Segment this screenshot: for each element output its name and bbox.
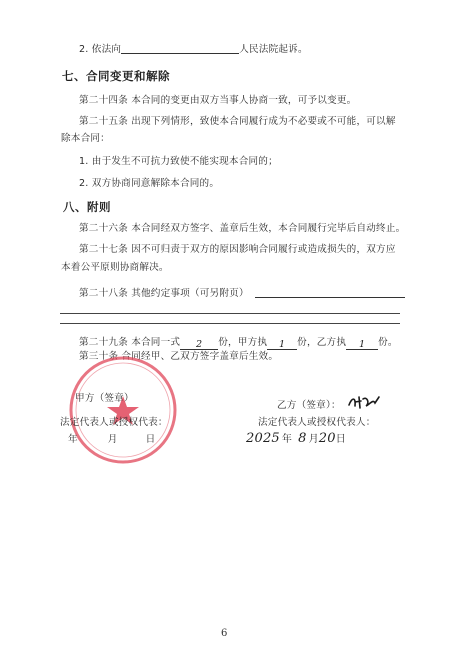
party-a-representative: 法定代表人或授权代表： [60, 417, 168, 428]
article-29-part1: 第二十九条 本合同一式 [79, 337, 181, 348]
copies-party-a-field: 1 [267, 339, 297, 350]
article-29-part4: 份。 [378, 337, 398, 348]
party-a-date [68, 434, 155, 446]
clause-court-suffix: 人民法院起诉。 [239, 44, 308, 55]
article-25-line2: 除本合同： [61, 133, 110, 144]
party-b-month-label: 月 [308, 434, 319, 445]
article-27-line1: 第二十七条 因不可归责于双方的原因影响合同履行或造成损失的，双方应 [79, 244, 396, 255]
party-b-day: 20 [318, 431, 336, 446]
article-29-part2: 份，甲方执 [218, 337, 268, 348]
section-8-heading: 八、附则 [63, 200, 111, 214]
other-terms-line-2 [60, 323, 400, 324]
copies-party-b-field: 1 [346, 339, 378, 350]
article-28 [79, 287, 405, 300]
court-name-blank [121, 43, 239, 54]
article-28-text: 第二十八条 其他约定事项（可另附页） [79, 288, 249, 299]
article-29 [79, 337, 398, 350]
party-b-label: 乙方（签章）： [277, 400, 341, 411]
party-b-month: 8 [298, 431, 307, 446]
article-25-item2: 2. 双方协商同意解除本合同的。 [79, 178, 220, 189]
other-terms-line-1 [60, 313, 400, 314]
article-29-part3: 份，乙方执 [297, 337, 347, 348]
party-b-day-label: 日 [335, 434, 346, 445]
article-25-line1: 第二十五条 出现下列情形，致使本合同履行成为不必要或不可能，可以解 [79, 116, 396, 127]
article-27-line2: 本着公平原则协商解决。 [61, 262, 169, 273]
article-30: 第三十条 合同经甲、乙双方签字盖章后生效。 [79, 351, 279, 362]
clause-court-prefix: 2. 依法向 [79, 44, 122, 55]
clause-court-jurisdiction [79, 43, 308, 56]
copies-total-field: 2 [180, 339, 218, 350]
party-b-year-label: 年 [281, 434, 293, 445]
company-seal-stamp [67, 354, 179, 466]
page-number: 6 [221, 628, 228, 639]
article-26: 第二十六条 本合同经双方签字、盖章后生效，本合同履行完毕后自动终止。 [79, 223, 406, 234]
article-24: 第二十四条 本合同的变更由双方当事人协商一致，可予以变更。 [79, 95, 357, 106]
other-terms-blank [255, 287, 405, 298]
article-25-item1: 1. 由于发生不可抗力致使不能实现本合同的； [79, 156, 278, 167]
party-a-month-label: 月 [107, 434, 118, 445]
party-b-representative: 法定代表人或授权代表人： [258, 417, 376, 428]
section-7-heading: 七、合同变更和解除 [62, 69, 170, 83]
party-a-label: 甲方（签章） [75, 393, 134, 404]
party-b-year: 2025 [246, 431, 280, 446]
party-a-year-label: 年 [68, 434, 78, 445]
party-a-day-label: 日 [145, 434, 156, 445]
party-b-date [246, 433, 346, 446]
party-b-handwritten-signature [347, 393, 381, 411]
